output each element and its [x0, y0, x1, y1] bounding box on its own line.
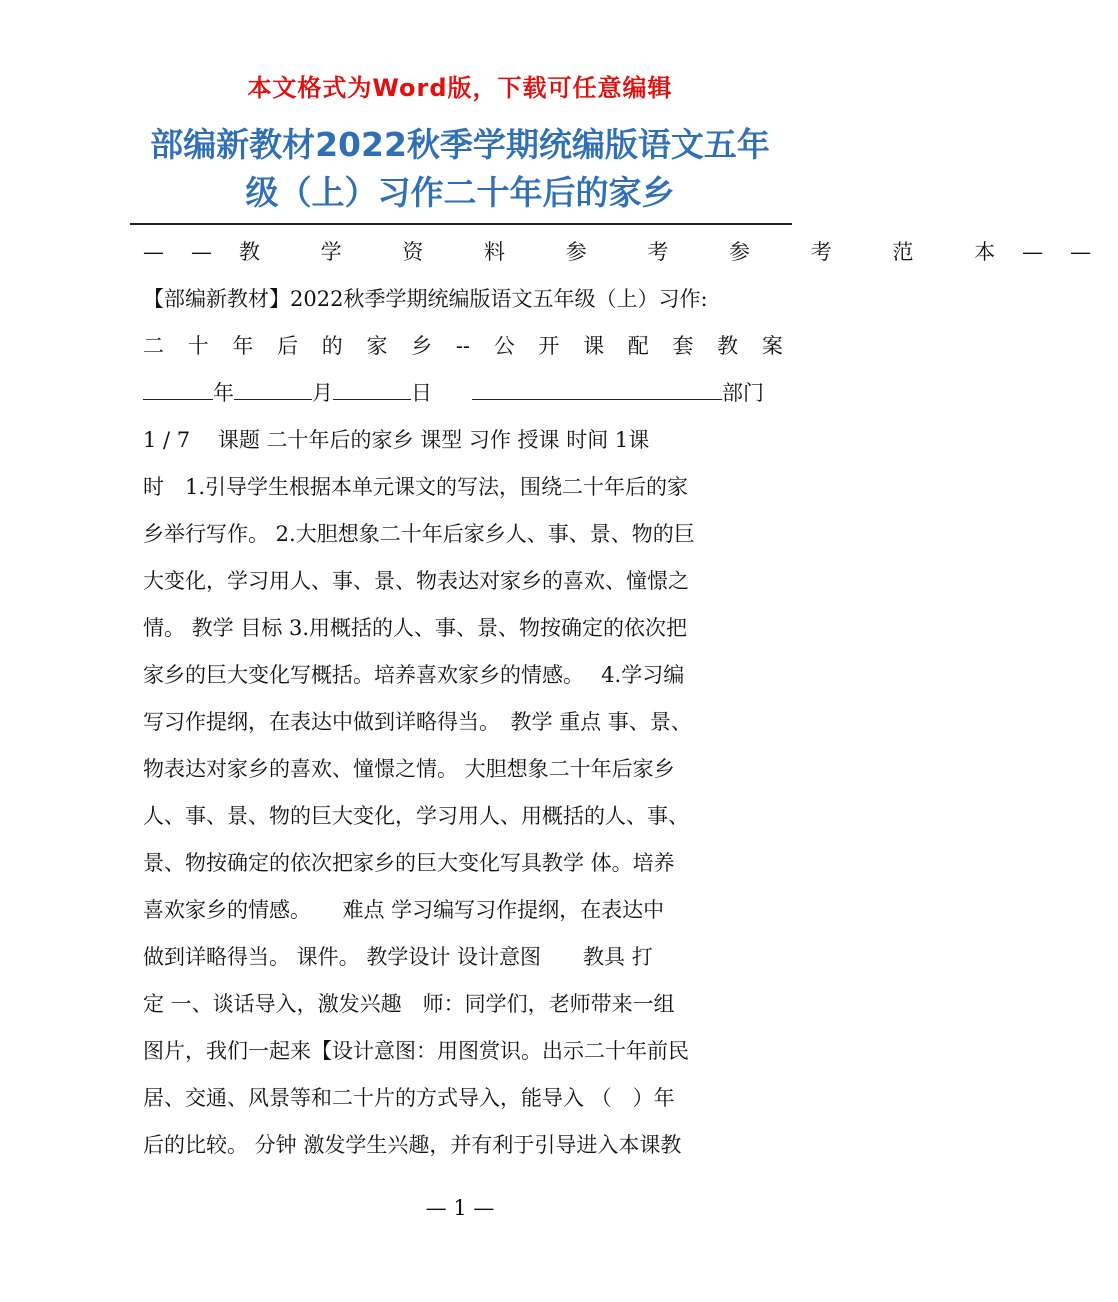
- year-blank: [143, 381, 213, 400]
- month-label: 月: [312, 381, 333, 405]
- body-line: 家乡的巨大变化写概括。培养喜欢家乡的情感。 4.学习编: [143, 663, 685, 687]
- department-blank: [472, 381, 722, 400]
- day-label: 日: [411, 381, 432, 405]
- body-line: 定 一、谈话导入，激发兴趣 师：同学们，老师带来一组: [143, 992, 675, 1016]
- body-line: 物表达对家乡的喜欢、憧憬之情。 大胆想象二十年后家乡: [143, 757, 675, 781]
- body-line: 情。 教学 目标 3.用概括的人、事、景、物按确定的依次把: [143, 616, 688, 640]
- body-line: 喜欢家乡的情感。 难点 学习编写习作提纲，在表达中: [143, 898, 665, 922]
- header-line-2-char: 后: [277, 334, 299, 358]
- header-line-2-char: 年: [232, 334, 254, 358]
- document-title-line-1: 部编新教材2022秋季学期统编版语文五年: [150, 125, 770, 164]
- body-line: 景、物按确定的依次把家乡的巨大变化写具教学 体。培养: [143, 851, 675, 875]
- title-divider: [130, 223, 792, 225]
- header-line-2: [143, 323, 783, 370]
- body-line: 居、交通、风景等和二十片的方式导入，能导入 （ ）年: [143, 1086, 675, 1110]
- body-line: 时 1.引导学生根据本单元课文的写法，围绕二十年后的家: [143, 475, 689, 499]
- header-line-2-char: 二: [143, 334, 164, 358]
- document-body: [143, 229, 1118, 1169]
- document-title-line-2: 级（上）习作二十年后的家乡: [245, 173, 675, 212]
- body-line: 图片，我们一起来【设计意图：用图赏识。出示二十年前民: [143, 1039, 689, 1063]
- header-line-2-char: 家: [366, 334, 388, 358]
- header-line-2-char: 的: [321, 334, 343, 358]
- day-blank: [333, 381, 411, 400]
- body-line: 写习作提纲，在表达中做到详略得当。 教学 重点 事、景、: [143, 710, 692, 734]
- date-line: [143, 370, 783, 417]
- header-line-2-char: 案: [761, 334, 783, 358]
- header-line-2-char: --: [455, 334, 471, 358]
- body-line: 乡举行写作。 2.大胆想象二十年后家乡人、事、景、物的巨: [143, 522, 695, 546]
- header-line-2-char: 教: [717, 334, 739, 358]
- download-notice: 本文格式为Word版，下载可任意编辑: [247, 74, 673, 102]
- body-line: 人、事、景、物的巨大变化，学习用人、用概括的人、事、: [143, 804, 689, 828]
- subtitle: ——教 学 资 料 参 考 参 考 范 本——: [143, 240, 1118, 264]
- year-label: 年: [213, 381, 234, 405]
- department-label: 部门: [722, 381, 764, 405]
- header-line-2-char: 套: [672, 334, 694, 358]
- page-number: — 1 —: [425, 1196, 495, 1220]
- body-line: 后的比较。 分钟 激发学生兴趣，并有利于引导进入本课教: [143, 1133, 682, 1157]
- header-line-2-char: 乡: [411, 334, 433, 358]
- body-line: 做到详略得当。 课件。 教学设计 设计意图 教具 打: [143, 945, 653, 969]
- body-line: 1 / 7 课题 二十年后的家乡 课型 习作 授课 时间 1课: [143, 428, 650, 452]
- header-line-2-char: 十: [187, 334, 209, 358]
- header-line-2-char: 开: [538, 334, 560, 358]
- header-line-2-char: 公: [493, 334, 515, 358]
- header-line-2-char: 配: [627, 334, 649, 358]
- header-line-2-char: 课: [583, 334, 605, 358]
- header-line-1: 【部编新教材】2022秋季学期统编版语文五年级（上）习作:: [143, 287, 708, 311]
- body-line: 大变化，学习用人、事、景、物表达对家乡的喜欢、憧憬之: [143, 569, 689, 593]
- month-blank: [234, 381, 312, 400]
